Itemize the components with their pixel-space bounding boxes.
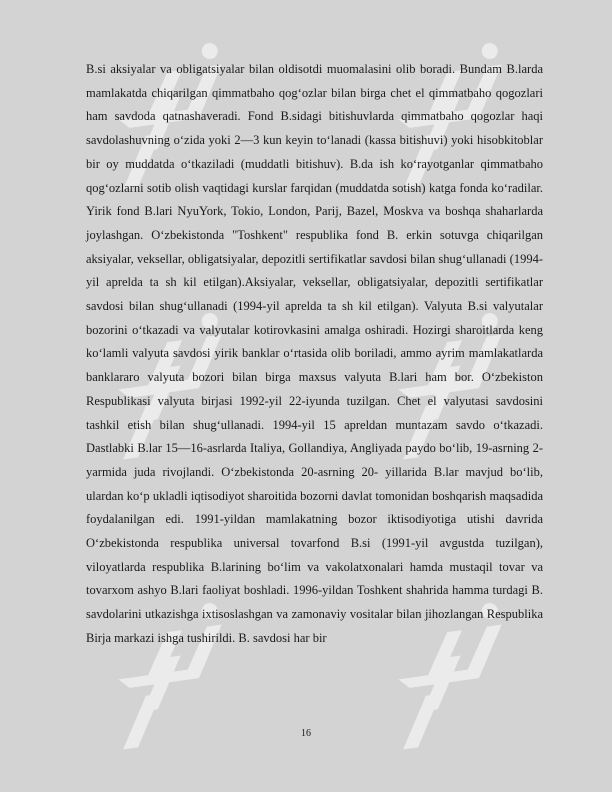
page-number: 16 — [301, 728, 311, 739]
body-paragraph: B.si aksiyalar va obligatsiyalar bilan oldisotdi muomalasini olib boradi. Bundam B.larda mamlakatda chiqarilgan qimmatbaho qog‘ozlar bilan birga chet el qimmatbaho qogozlari ham savdoda qatnashaveradi. Fond B.sidagi bitishuvlarda qimmatbaho qogozlar haqi savdolashuvning o‘zida yoki 2—3 kun keyin to‘lanadi (kassa bitishuvi) yoki hisobkitoblar bir oy muddatda o‘tkaziladi (muddatli bitishuv). B.da ish ko‘rayotganlar qimmatbaho qog‘ozlarni sotib olish vaqtidagi kurslar farqidan (muddatda sotish) katga fonda ko‘radilar. Yirik fond B.lari NyuYork, Tokio, London, Parij, Bazel, Moskva va boshqa shaharlarda joylashgan. O‘zbekistonda "Toshkent" respublika fond B. erkin sotuvga chiqarilgan aksiyalar, veksellar, obligatsiyalar, depozitli sertifikatlar savdosi bilan shug‘ullanadi (1994-yil aprelda ta sh kil etilgan).Aksiyalar, veksellar, obligatsiyalar, depozitli sertifikatlar savdosi bilan shug‘ullanadi (1994-yil aprelda ta sh kil etilgan). Valyuta B.si valyutalar bozorini o‘tkazadi va valyutalar kotirovkasini amalga oshiradi. Hozirgi sharoitlarda keng ko‘lamli valyuta savdosi yirik banklar o‘rtasida olib boriladi, ammo ayrim mamlakatlarda banklararo valyuta bozori bilan birga maxsus valyuta B.lari ham bor. O‘zbekiston Respublikasi valyuta birjasi 1992-yil 22-iyunda tuzilgan. Chet el valyutasi savdosini tashkil etish bilan shug‘ullanadi. 1994-yil 15 apreldan muntazam savdo o‘tkazadi. Dastlabki B.lar 15—16-asrlarda Italiya, Gollandiya, Angliyada paydo bo‘lib, 19-asrning 2-yarmida juda rivojlandi. O‘zbekistonda 20-asrning 20- yillarida B.lar mavjud bo‘lib, ulardan ko‘p ukladli iqtisodiyot sharoitida bozorni davlat tomonidan boshqarish maqsadida foydalanilgan edi. 1991-yildan mamlakatning bozor iktisodiyotiga utishi davrida O‘zbekistonda respublika universal tovarfond B.si (1991-yil avgustda tuzilgan), viloyatlarda respublika B.larining bo‘lim va vakolatxonalari hamda mustaqil tovar va tovarxom ashyo B.lari faoliyat boshladi. 1996-yildan Toshkent shahrida hamma turdagi B. savdolarini utkazishga ixtisoslashgan va zamonaviy vositalar bilan jihozlangan Respublika Birja markazi ishga tushirildi. B. savdosi har bir — [86, 62, 543, 645]
